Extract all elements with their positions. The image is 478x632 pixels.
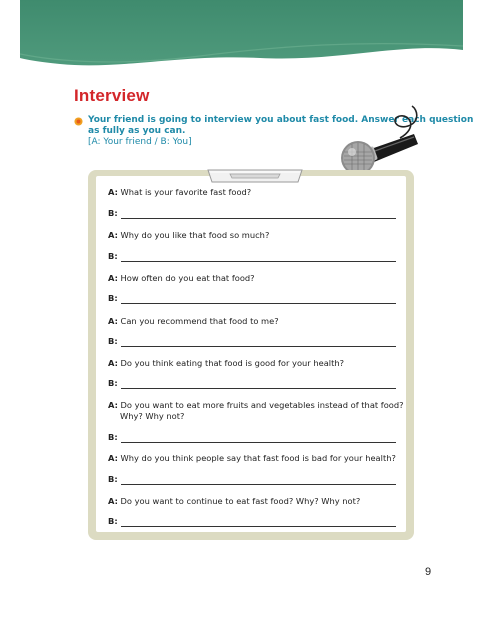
answer-line[interactable] — [121, 346, 396, 347]
question-3: A: How often do you eat that food? — [108, 273, 255, 283]
header-banner — [0, 0, 478, 80]
bullet-icon — [74, 117, 83, 126]
instruction-text-line-2: as fully as you can. — [88, 126, 186, 136]
question-7: A: Why do you think people say that fast food is bad for your health? — [108, 453, 396, 463]
answer-line[interactable] — [121, 218, 396, 219]
answer-line[interactable] — [121, 388, 396, 389]
answer-3[interactable]: B: — [108, 293, 396, 305]
answer-4[interactable]: B: — [108, 336, 396, 348]
question-2: A: Why do you like that food so much? — [108, 230, 270, 240]
answer-line[interactable] — [121, 261, 396, 262]
instruction-text-line-1: Your friend is going to interview you about fast food. Answer each question — [88, 115, 474, 125]
question-6-line-2: Why? Why not? — [120, 411, 185, 421]
instruction-roles: [A: Your friend / B: You] — [88, 137, 192, 147]
answer-8[interactable]: B: — [108, 516, 396, 528]
answer-line[interactable] — [121, 526, 396, 527]
answer-line[interactable] — [121, 484, 396, 485]
question-8: A: Do you want to continue to eat fast food? Why? Why not? — [108, 496, 361, 506]
question-4: A: Can you recommend that food to me? — [108, 316, 279, 326]
question-6: A: Do you want to eat more fruits and vegetables instead of that food? — [108, 400, 404, 410]
answer-2[interactable]: B: — [108, 251, 396, 263]
answer-5[interactable]: B: — [108, 378, 396, 390]
answer-6[interactable]: B: — [108, 432, 396, 444]
question-1: A: What is your favorite fast food? — [108, 187, 252, 197]
answer-line[interactable] — [121, 442, 396, 443]
question-5: A: Do you think eating that food is good for your health? — [108, 358, 345, 368]
page-number: 9 — [425, 566, 432, 578]
answer-7[interactable]: B: — [108, 474, 396, 486]
page-title: Interview — [74, 86, 150, 105]
answer-line[interactable] — [121, 303, 396, 304]
answer-1[interactable]: B: — [108, 208, 396, 220]
